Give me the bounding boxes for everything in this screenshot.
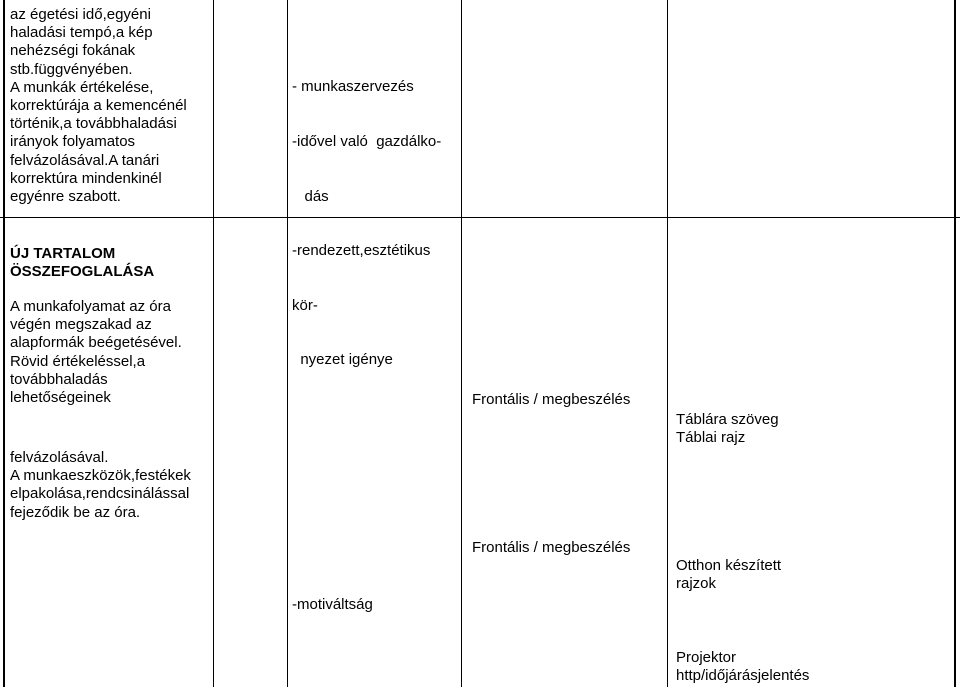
table-border-left — [3, 0, 5, 687]
heading-line: ÖSSZEFOGLALÁSA — [10, 263, 155, 281]
text-line: Frontális / megbeszélés — [472, 539, 631, 556]
row3-col4-method — [472, 539, 630, 557]
text-line: Táblára szöveg — [676, 411, 779, 428]
text-line: korrektúra mindenkinél — [10, 169, 162, 187]
column-divider-4 — [667, 0, 668, 687]
row1-col3-text — [292, 42, 441, 406]
row3-col5-tools-a — [676, 557, 781, 593]
text-line: dás — [292, 187, 329, 205]
text-line: Táblai rajz — [676, 429, 746, 447]
row3-col5-tools-b — [676, 649, 809, 685]
text-line: továbbhaladás — [10, 370, 108, 388]
text-line: felvázolásával. — [10, 449, 109, 466]
row2-col5-tools — [676, 411, 779, 447]
text-line: kör- — [292, 296, 318, 314]
column-divider-2 — [287, 0, 288, 687]
row2-col1-text-part2 — [10, 449, 191, 522]
text-line: haladási tempó,a kép — [10, 24, 153, 42]
text-line: Frontális / megbeszélés — [472, 391, 631, 408]
section-heading — [10, 245, 154, 281]
text-line: nehézségi fokának — [10, 42, 136, 60]
text-line: -motiváltság — [292, 596, 373, 613]
text-line: A munkák értékelése, — [10, 78, 154, 96]
text-line: egyénre szabott. — [10, 188, 121, 206]
text-line: felvázolásával.A tanári — [10, 151, 160, 169]
text-line: http/időjárásjelentés — [676, 667, 810, 685]
text-line: Otthon készített — [676, 557, 782, 574]
text-line: fejeződik be az óra. — [10, 503, 141, 521]
table-border-right — [954, 0, 956, 687]
text-line: irányok folyamatos — [10, 133, 136, 151]
row2-col1-text-part1 — [10, 298, 182, 407]
column-divider-1 — [213, 0, 214, 687]
row3-col3-text — [292, 596, 373, 614]
text-line: rajzok — [676, 575, 717, 593]
column-divider-3 — [461, 0, 462, 687]
text-line: A munkafolyamat az óra — [10, 298, 171, 315]
text-line: A munkaeszközök,festékek — [10, 467, 191, 485]
text-line: Rövid értékeléssel,a — [10, 352, 146, 370]
text-line: -idővel való gazdálko- — [292, 133, 442, 151]
text-line: történik,a továbbhaladási — [10, 115, 177, 133]
text-line: elpakolása,rendcsinálással — [10, 485, 190, 503]
text-line: nyezet igénye — [292, 351, 393, 369]
text-line: -rendezett,esztétikus — [292, 242, 431, 260]
row-divider — [0, 217, 960, 218]
text-line: stb.függvényében. — [10, 60, 133, 78]
row2-col4-method — [472, 391, 630, 409]
text-line: Projektor — [676, 649, 737, 666]
text-line: - munkaszervezés — [292, 78, 414, 96]
text-line: végén megszakad az — [10, 316, 152, 334]
row1-col1-text — [10, 6, 187, 206]
text-line: korrektúrája a kemencénél — [10, 97, 187, 115]
text-line: alapformák beégetésével. — [10, 334, 182, 352]
text-line: az égetési idő,egyéni — [10, 6, 151, 23]
heading-line: ÚJ TARTALOM — [10, 245, 116, 262]
text-line: lehetőségeinek — [10, 389, 111, 407]
